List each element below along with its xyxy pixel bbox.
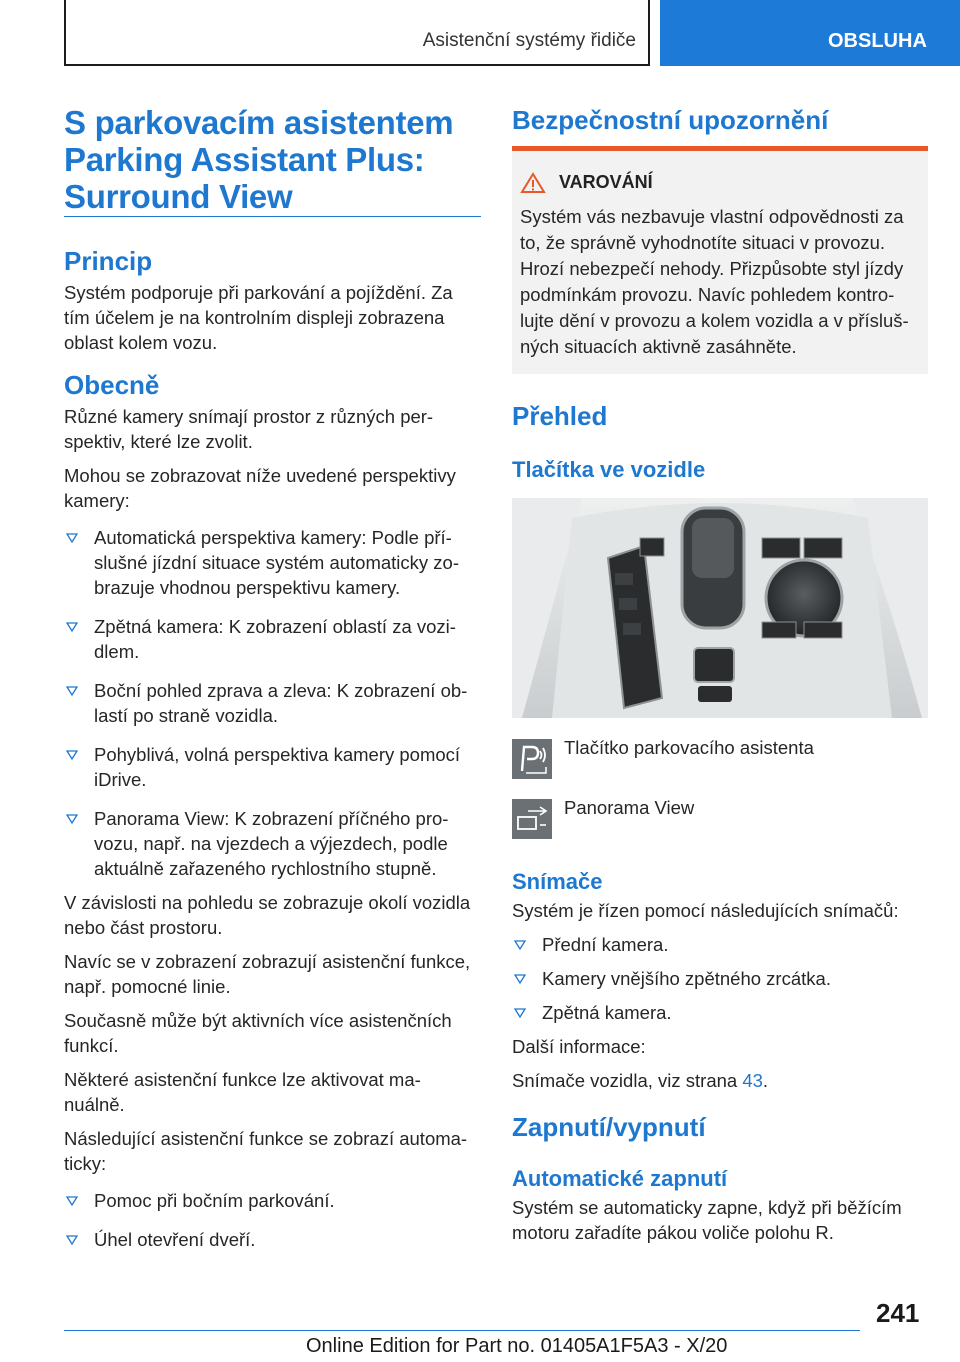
safety-heading: Bezpečnostní upozornění bbox=[512, 105, 829, 135]
list-item: Pomoc při bočním parkování. bbox=[64, 1188, 478, 1213]
bullet-triangle-icon bbox=[66, 750, 78, 760]
onoff-heading: Zapnutí/vypnutí bbox=[512, 1112, 706, 1142]
auto-on-text: Systém se automaticky zapne, když při běžícím motoru zařadíte pákou voliče polohu R. bbox=[512, 1197, 902, 1243]
list-item: Kamery vnějšího zpětného zrcátka. bbox=[512, 966, 928, 991]
sensors-intro: Systém je řízen pomocí následujících snímačů: bbox=[512, 900, 899, 921]
sensors-reference: Snímače vozidla, viz strana 43. bbox=[512, 1070, 769, 1091]
title-line-3: Surround View bbox=[64, 178, 293, 215]
car-console-illustration bbox=[512, 498, 928, 718]
list-item: Úhel otevření dveří. bbox=[64, 1227, 478, 1252]
bullet-triangle-icon bbox=[66, 814, 78, 824]
paragraph-6: Některé asistenční funkce lze aktivovat ma‐nuálně. bbox=[64, 1069, 421, 1115]
paragraph-7: Následující asistenční funkce se zobrazí automa‐ticky: bbox=[64, 1128, 468, 1174]
obecne-paragraph-2: Mohou se zobrazovat níže uvedené perspektivy kamery: bbox=[64, 465, 456, 511]
bullet-triangle-icon bbox=[66, 1196, 78, 1206]
list-item: Automatická perspektiva kamery: Podle pří‐slušné jízdní situace systém automaticky zo‐brazuje vhodnou perspektivu kamery. bbox=[64, 525, 478, 600]
princip-text: Systém podporuje při parkování a pojíždění. Za tím účelem je na kontrolním displeji zobrazena oblast kolem vozu. bbox=[64, 282, 453, 353]
bullet-triangle-icon bbox=[66, 533, 78, 543]
page-number: 241 bbox=[876, 1298, 920, 1328]
auto-on-heading: Automatické zapnutí bbox=[512, 1166, 728, 1191]
sensors-heading: Snímače bbox=[512, 869, 603, 894]
warning-text: Systém vás nezbavuje vlastní odpovědnosti za to, že správně vyhodnotíte situaci v provozu. Hrozí nebezpečí nehody. Přizpůsobte styl jízdy podmínkám provozu. Navíc pohledem kontro‐lujte dění v provozu a kolem vozidla a v přísluš‐ných situacích aktivně zasáhněte. bbox=[520, 206, 909, 357]
panorama-view-button-icon bbox=[512, 799, 552, 839]
obecne-paragraph-1: Různé kamery snímají prostor z různých per‐spektiv, které lze zvolit. bbox=[64, 406, 434, 452]
header-section-title: Asistenční systémy řidiče bbox=[422, 30, 636, 51]
overview-heading: Přehled bbox=[512, 401, 608, 431]
header-left-frame bbox=[64, 0, 650, 66]
car-console-image bbox=[512, 498, 928, 718]
left-column bbox=[64, 245, 478, 1261]
more-info-label: Další informace: bbox=[512, 1036, 646, 1057]
right-column-lower bbox=[512, 868, 928, 1254]
obecne-heading: Obecně bbox=[64, 370, 160, 400]
title-line-2: Parking Assistant Plus: bbox=[64, 141, 425, 178]
footer-rule bbox=[64, 1330, 860, 1331]
page-link[interactable]: 43 bbox=[742, 1070, 763, 1091]
title-rule bbox=[64, 216, 481, 217]
list-item: Pohyblivá, volná perspektiva kamery pomocí iDrive. bbox=[64, 742, 478, 792]
bullet-triangle-icon bbox=[66, 686, 78, 696]
footer-edition: Online Edition for Part no. 01405A1F5A3 - X/20 bbox=[306, 1335, 728, 1357]
warning-triangle-icon bbox=[520, 172, 546, 194]
buttons-heading: Tlačítka ve vozidle bbox=[512, 457, 706, 482]
bullet-triangle-icon bbox=[514, 974, 526, 984]
list-item: Zpětná kamera. bbox=[512, 1000, 928, 1025]
sensors-list bbox=[512, 932, 928, 1025]
bullet-triangle-icon bbox=[514, 1008, 526, 1018]
header-chapter-label: OBSLUHA bbox=[828, 30, 927, 52]
paragraph-5: Současně může být aktivních více asistenčních funkcí. bbox=[64, 1010, 452, 1056]
title-line-1: S parkovacím asistentem bbox=[64, 104, 454, 141]
parking-assistant-button-icon bbox=[512, 739, 552, 779]
list-item: Zpětná kamera: K zobrazení oblastí za vozi‐dlem. bbox=[64, 614, 478, 664]
bullet-triangle-icon bbox=[66, 622, 78, 632]
warning-label: VAROVÁNÍ bbox=[559, 172, 653, 192]
panorama-view-button-label: Panorama View bbox=[564, 797, 695, 818]
list-item: Přední kamera. bbox=[512, 932, 928, 957]
parking-assistant-button-label: Tlačítko parkovacího asistenta bbox=[564, 737, 814, 758]
list-item: Panorama View: K zobrazení příčného pro‐vozu, např. na vjezdech a výjezdech, podle aktuálně zařazeného rychlostního stupně. bbox=[64, 806, 478, 881]
auto-functions-list bbox=[64, 1188, 478, 1252]
bullet-triangle-icon bbox=[514, 940, 526, 950]
list-item: Boční pohled zprava a zleva: K zobrazení ob‐lastí po straně vozidla. bbox=[64, 678, 478, 728]
paragraph-4: Navíc se v zobrazení zobrazují asistenční funkce, např. pomocné linie. bbox=[64, 951, 471, 997]
princip-heading: Princip bbox=[64, 246, 153, 276]
page-title bbox=[64, 104, 484, 215]
perspectives-list bbox=[64, 525, 478, 881]
bullet-triangle-icon bbox=[66, 1235, 78, 1245]
paragraph-3: V závislosti na pohledu se zobrazuje okolí vozidla nebo část prostoru. bbox=[64, 892, 471, 938]
